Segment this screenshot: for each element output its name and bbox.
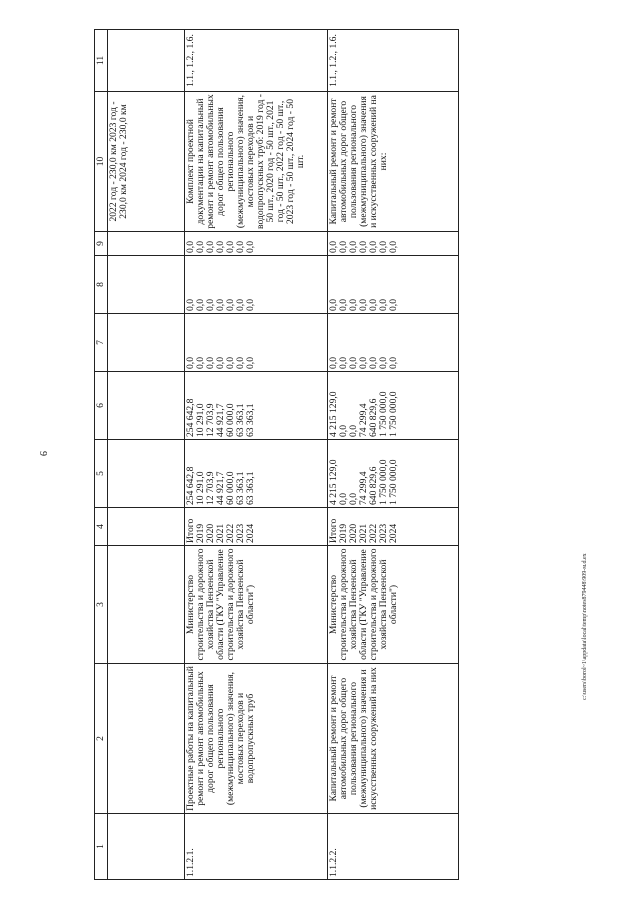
rotated-table-container bbox=[94, 30, 580, 880]
row-executor: Министерство строительства и дорожного хозяйства Пензенской области (ГКУ "Управление строительства и дорожного хозяйства Пензенской области") bbox=[185, 546, 328, 664]
row-col7: 0,0 0,0 0,0 0,0 0,0 0,0 0,0 bbox=[328, 314, 459, 372]
page-number: 9 bbox=[37, 451, 48, 456]
row-years: Итого 2019 2020 2021 2022 2023 2024 bbox=[328, 508, 459, 546]
row-years: Итого 2019 2020 2021 2022 2023 2024 bbox=[185, 508, 328, 546]
row-col11: 1.1., 1.2., 1.6. bbox=[185, 30, 328, 92]
col-header: 5 bbox=[95, 440, 108, 508]
row-col6: 254 642,8 10 291,0 12 703,9 44 921,7 60 000,0 63 363,1 63 363,1 bbox=[185, 372, 328, 440]
footer-path: c:\users\borol~1\appdata\local\temp\notes879448\909-м.d.ex bbox=[582, 553, 588, 700]
col-header: 6 bbox=[95, 372, 108, 440]
row-col10: Капитальный ремонт и ремонт автомобильных дорог общего пользования регионального (межмуниципального) значения и искусственных сооружений на них: bbox=[328, 92, 459, 232]
row-col8: 0,0 0,0 0,0 0,0 0,0 0,0 0,0 bbox=[328, 256, 459, 314]
col-header: 4 bbox=[95, 508, 108, 546]
row-name: Капитальный ремонт и ремонт автомобильных дорог общего пользования регионального (межмуниципального) значения и искусственных сооружений на них bbox=[328, 664, 459, 814]
row-name: Проектные работы на капитальный ремонт и ремонт автомобильных дорог общего пользования регионального (межмуниципального) значения, мостовых переходов и водопропускных труб bbox=[185, 664, 328, 814]
col-header: 3 bbox=[95, 546, 108, 664]
row-col9: 0,0 0,0 0,0 0,0 0,0 0,0 0,0 bbox=[328, 232, 459, 256]
table-row bbox=[328, 30, 459, 880]
cell-c10-continuation: 2022 год - 230,0 км 2023 год - 230,0 км 2024 год - 230,0 км bbox=[108, 92, 185, 232]
table-row bbox=[185, 30, 328, 880]
col-header: 2 bbox=[95, 664, 108, 814]
col-header: 11 bbox=[95, 30, 108, 92]
col-header: 10 bbox=[95, 92, 108, 232]
row-number: 1.1.2.1. bbox=[185, 814, 328, 880]
row-col9: 0,0 0,0 0,0 0,0 0,0 0,0 0,0 bbox=[185, 232, 328, 256]
row-col6: 4 215 129,0 0,0 0,0 74 299,4 640 829,6 1 750 000,0 1 750 000,0 bbox=[328, 372, 459, 440]
row-col8: 0,0 0,0 0,0 0,0 0,0 0,0 0,0 bbox=[185, 256, 328, 314]
col-header: 1 bbox=[95, 814, 108, 880]
row-col5: 254 642,8 10 291,0 12 703,9 44 921,7 60 000,0 63 363,1 63 363,1 bbox=[185, 440, 328, 508]
row-col11: 1.1., 1.2., 1.6. bbox=[328, 30, 459, 92]
row-col7: 0,0 0,0 0,0 0,0 0,0 0,0 0,0 bbox=[185, 314, 328, 372]
row-number: 1.1.2.2. bbox=[328, 814, 459, 880]
program-table bbox=[94, 29, 459, 880]
row-col10: Комплект проектной документации на капитальный ремонт и ремонт автомобильных дорог общего пользования регионального (межмуниципального) значения, мостовых переходов и водопропускных труб: 2019 год - 50 шт., 2020 год - 50 шт., 2021 год - 50 шт., 2022 год - 50 шт., 2023 год - 50 шт., 2024 год - 50 шт. bbox=[185, 92, 328, 232]
table-row-continuation bbox=[108, 30, 185, 880]
col-header: 9 bbox=[95, 232, 108, 256]
col-header: 8 bbox=[95, 256, 108, 314]
header-row bbox=[95, 30, 108, 880]
col-header: 7 bbox=[95, 314, 108, 372]
row-executor: Министерство строительства и дорожного хозяйства Пензенской области (ГКУ "Управление строительства и дорожного хозяйства Пензенской области") bbox=[328, 546, 459, 664]
row-col5: 4 215 129,0 0,0 0,0 74 299,4 640 829,6 1 750 000,0 1 750 000,0 bbox=[328, 440, 459, 508]
